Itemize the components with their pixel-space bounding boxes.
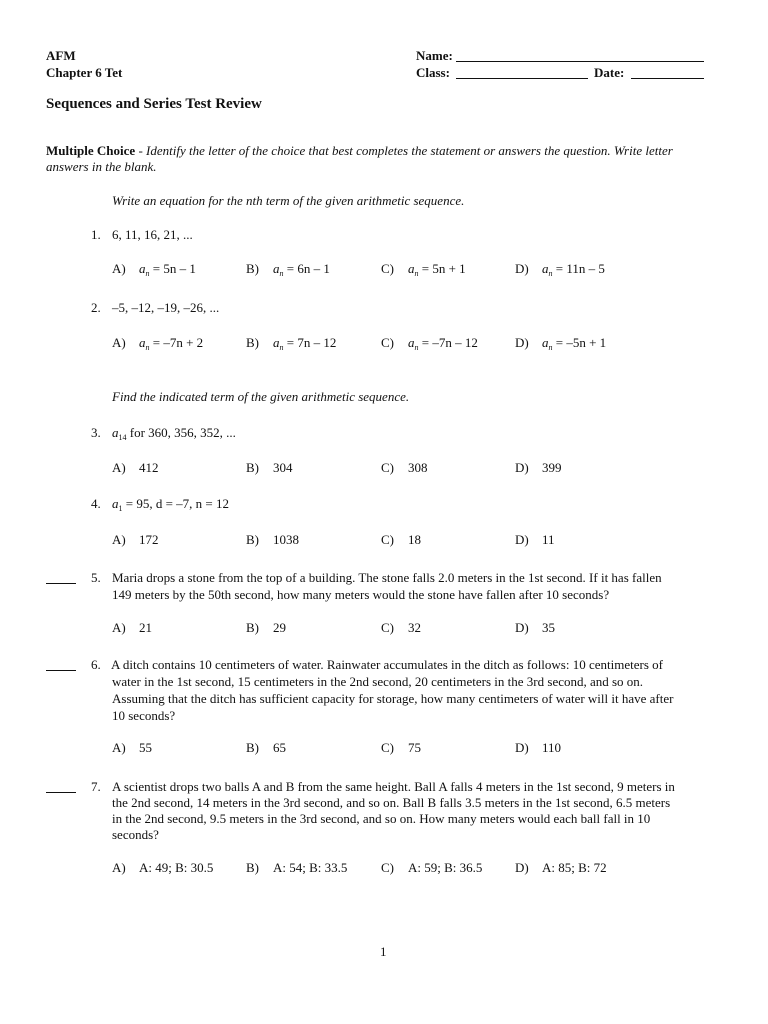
choice-rhs: = 5n – 1	[152, 261, 196, 276]
choice-letter: A)	[112, 532, 126, 547]
date-field[interactable]	[631, 78, 704, 79]
page-number: 1	[380, 944, 387, 959]
choice-letter: C)	[381, 532, 394, 547]
choice-value: 35	[542, 620, 555, 635]
choice-value: 1038	[273, 532, 299, 547]
choice-letter: B)	[246, 460, 259, 475]
question-text-line: Assuming that the ditch has sufficient capacity for storage, how many centimeters of water will it have after	[112, 691, 674, 706]
choice-value: $a_n = -7n + 2$	[139, 335, 204, 352]
choice-letter: C)	[381, 460, 394, 475]
choice-value: A: 85; B: 72	[542, 860, 607, 875]
choice-letter: B)	[246, 860, 259, 875]
question-text-line: the 2nd second, 14 meters in the 3rd second, and so on. Ball B falls 3.5 meters in the 1st second, 6.5 meters	[112, 795, 671, 810]
choice-value: $a_n = 7n - 12$	[273, 335, 337, 352]
question-number: 7.	[91, 779, 101, 794]
question-text-line: A scientist drops two balls A and B from the same height. Ball A falls 4 meters in the 1st second, 9 meters in	[112, 779, 675, 794]
choice-value: 412	[139, 460, 159, 475]
choice-letter: C)	[381, 620, 394, 635]
question-number: 4.	[91, 496, 101, 511]
choice-value: $a_n = -5n + 1$	[542, 335, 607, 352]
choice-letter: C)	[381, 860, 394, 875]
choice-rhs: = 5n + 1	[421, 261, 466, 276]
question-number: 1.	[91, 227, 101, 242]
course-label: AFM	[46, 48, 76, 63]
choice-letter: D)	[515, 860, 529, 875]
choice-value: A: 59; B: 36.5	[408, 860, 483, 875]
question-text-main: = 95, d = –7, n = 12	[125, 496, 229, 511]
question-text-line: in the 2nd second, 9.5 meters in the 3rd second, and so on. How many meters would each ball fall in 10	[112, 811, 651, 826]
chapter-label: Chapter 6 Tet	[46, 65, 123, 80]
question-text: 6, 11, 16, 21, ...	[112, 227, 193, 242]
choice-value: 18	[408, 532, 421, 547]
choice-letter: B)	[246, 261, 259, 276]
choice-value: 29	[273, 620, 286, 635]
question-text: $a_1 = 95$, d = –7, n = 12	[112, 496, 229, 513]
question-text-line: A ditch contains 10 centimeters of water. Rainwater accumulates in the ditch as follows: 10 centimeters of	[111, 657, 663, 672]
name-field[interactable]	[456, 61, 704, 62]
answer-blank[interactable]	[46, 670, 76, 671]
class-field[interactable]	[456, 78, 588, 79]
choice-rhs: = –7n + 2	[152, 335, 204, 350]
choice-letter: C)	[381, 335, 394, 350]
choice-letter: D)	[515, 620, 529, 635]
question-number: 2.	[91, 300, 101, 315]
question-number: 5.	[91, 570, 101, 585]
page-title: Sequences and Series Test Review	[46, 96, 262, 112]
instructions-dash: -	[135, 143, 147, 158]
choice-letter: A)	[112, 335, 126, 350]
choice-value: 172	[139, 532, 159, 547]
choice-letter: A)	[112, 860, 126, 875]
choice-value: A: 54; B: 33.5	[273, 860, 348, 875]
choice-letter: B)	[246, 740, 259, 755]
choice-value: 65	[273, 740, 286, 755]
choice-value: $a_n = 11n - 5$	[542, 261, 605, 278]
choice-rhs: = 7n – 12	[286, 335, 337, 350]
choice-rhs: = 6n – 1	[286, 261, 330, 276]
name-label: Name:	[416, 48, 453, 63]
question-text-line: Maria drops a stone from the top of a building. The stone falls 2.0 meters in the 1st second. If it has fallen	[112, 570, 662, 585]
question-text: –5, –12, –19, –26, ...	[112, 300, 220, 315]
choice-rhs: = –7n – 12	[421, 335, 478, 350]
question-text-line: 10 seconds?	[112, 708, 176, 723]
section-heading-1: Write an equation for the nth term of the given arithmetic sequence.	[112, 193, 465, 208]
choice-letter: B)	[246, 532, 259, 547]
question-text: $a_{14}$ for 360, 356, 352, ...	[112, 425, 236, 442]
choice-value: $a_n = -7n - 12$	[408, 335, 478, 352]
choice-rhs: = –5n + 1	[555, 335, 607, 350]
instructions-heading: Multiple Choice	[46, 143, 136, 158]
choice-rhs: = 11n – 5	[555, 261, 605, 276]
date-label: Date:	[594, 65, 625, 80]
choice-value: 55	[139, 740, 152, 755]
choice-letter: C)	[381, 261, 394, 276]
choice-value: 110	[542, 740, 562, 755]
choice-value: 75	[408, 740, 421, 755]
choice-value: A: 49; B: 30.5	[139, 860, 214, 875]
question-number: 6.	[91, 657, 101, 672]
choice-letter: C)	[381, 740, 394, 755]
instructions-line-1	[46, 143, 673, 159]
choice-letter: D)	[515, 261, 529, 276]
choice-letter: A)	[112, 460, 126, 475]
choice-letter: D)	[515, 335, 529, 350]
choice-value: $a_n = 5n + 1$	[408, 261, 466, 278]
choice-letter: D)	[515, 532, 529, 547]
choice-value: 304	[273, 460, 293, 475]
choice-letter: D)	[515, 740, 529, 755]
choice-letter: A)	[112, 740, 126, 755]
instructions-text-2: answers in the blank.	[46, 159, 157, 174]
choice-value: 11	[542, 532, 555, 547]
choice-value: $a_n = 5n - 1$	[139, 261, 196, 278]
choice-letter: B)	[246, 335, 259, 350]
choice-letter: B)	[246, 620, 259, 635]
choice-letter: D)	[515, 460, 529, 475]
choice-letter: A)	[112, 261, 126, 276]
choice-value: 308	[408, 460, 428, 475]
answer-blank[interactable]	[46, 792, 76, 793]
instructions-text-1: Identify the letter of the choice that best completes the statement or answers the question. Write letter	[146, 143, 673, 158]
question-text-main: for 360, 356, 352, ...	[129, 425, 236, 440]
choice-value: 32	[408, 620, 421, 635]
choice-value: 21	[139, 620, 152, 635]
question-text-line: seconds?	[112, 827, 159, 842]
answer-blank[interactable]	[46, 583, 76, 584]
class-label: Class:	[416, 65, 450, 80]
question-number: 3.	[91, 425, 101, 440]
choice-value: 399	[542, 460, 562, 475]
section-heading-2: Find the indicated term of the given arithmetic sequence.	[112, 389, 410, 404]
question-text-line: 149 meters by the 50th second, how many meters would the stone have fallen after 10 seconds?	[112, 587, 610, 602]
choice-letter: A)	[112, 620, 126, 635]
question-text-line: water in the 1st second, 15 centimeters in the 2nd second, 20 centimeters in the 3rd second, and so on.	[112, 674, 644, 689]
choice-value: $a_n = 6n - 1$	[273, 261, 330, 278]
